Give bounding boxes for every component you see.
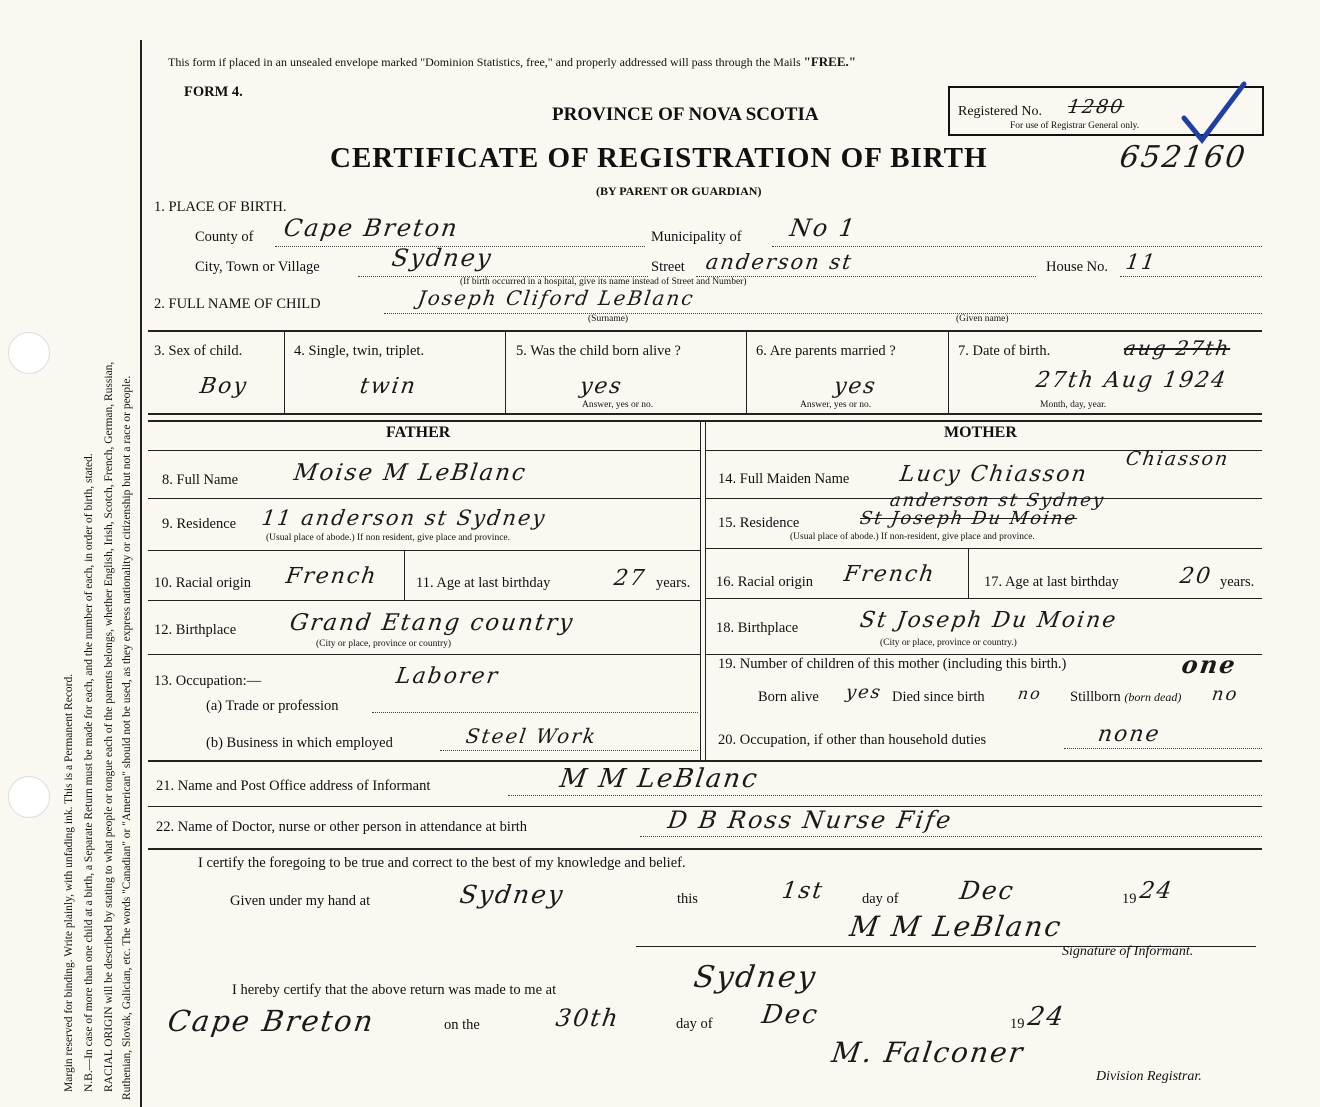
- father-years: years.: [656, 575, 691, 591]
- page-title: CERTIFICATE OF REGISTRATION OF BIRTH: [330, 142, 988, 174]
- certify-statement: I certify the foregoing to be true and correct to the best of my knowledge and belief.: [198, 855, 686, 871]
- city-label: City, Town or Village: [195, 259, 320, 275]
- informant-label: 21. Name and Post Office address of Informant: [156, 778, 431, 794]
- father-residence-note: (Usual place of abode.) If non resident, give place and province.: [266, 533, 510, 543]
- business-value: Steel Work: [464, 724, 599, 748]
- registered-label: Registered No.: [958, 104, 1042, 119]
- registrar-signature: M. Falconer: [829, 1036, 1027, 1069]
- married-value: yes: [832, 374, 879, 399]
- informant-value: M M LeBlanc: [557, 764, 761, 794]
- mother-name-label: 14. Full Maiden Name: [718, 471, 850, 487]
- dob-struck: aug 27th: [1122, 336, 1233, 360]
- on-the-label: on the: [444, 1017, 480, 1033]
- born-alive-value: yes: [844, 682, 884, 703]
- children-count-value: one: [1179, 650, 1239, 679]
- twin-label: 4. Single, twin, triplet.: [294, 343, 425, 359]
- dob-value: 27th Aug 1924: [1034, 368, 1229, 393]
- day-of-label: day of: [862, 891, 899, 907]
- registered-value: 1280: [1066, 96, 1126, 118]
- mother-residence-note: (Usual place of abode.) If non-resident, give place and province.: [790, 532, 1035, 542]
- registrar-year-prefix: 19: [1010, 1016, 1025, 1032]
- margin-rule: [140, 40, 142, 1107]
- city-value: Sydney: [390, 244, 495, 272]
- mother-residence-value: anderson st Sydney: [888, 490, 1107, 511]
- street-label: Street: [651, 259, 685, 275]
- mother-years: years.: [1220, 574, 1255, 590]
- father-heading: FATHER: [386, 424, 451, 441]
- street-value: anderson st: [704, 250, 855, 274]
- registrar-county-value: Cape Breton: [165, 1004, 377, 1038]
- trade-label: (a) Trade or profession: [206, 698, 339, 714]
- registrar-note: For use of Registrar General only.: [1010, 121, 1140, 131]
- twin-value: twin: [358, 374, 419, 399]
- mother-birthplace-value: St Joseph Du Moine: [858, 608, 1120, 633]
- alive-label: 5. Was the child born alive ?: [516, 343, 681, 359]
- margin-line-3: RACIAL ORIGIN will be described by stating to what people or tongue each of the parents belongs, whether English, Irish, Scotch, French, German, Russian,: [103, 361, 115, 1092]
- this-label: this: [677, 891, 698, 907]
- registrar-label: Division Registrar.: [1096, 1069, 1202, 1084]
- dob-note: Month, day, year.: [1040, 400, 1107, 410]
- mother-name-value: Lucy Chiasson: [898, 462, 1090, 487]
- mother-age-value: 20: [1178, 564, 1214, 589]
- margin-line-1: Margin reserved for binding. Write plainly, with unfading ink. This is a Permanent Record.: [63, 673, 75, 1092]
- married-note: Answer, yes or no.: [800, 400, 872, 410]
- form-number: FORM 4.: [184, 84, 243, 100]
- informant-signature-label: Signature of Informant.: [1062, 944, 1194, 959]
- father-birthplace-label: 12. Birthplace: [154, 622, 237, 638]
- given-place-value: Sydney: [457, 880, 567, 909]
- given-month-value: Dec: [957, 876, 1017, 905]
- check-mark-icon: [1180, 78, 1250, 148]
- certificate-number: 652160: [1117, 140, 1249, 175]
- page-subtitle: (BY PARENT OR GUARDIAN): [596, 184, 762, 198]
- mother-residence-struck: St Joseph Du Moine: [858, 508, 1079, 529]
- married-label: 6. Are parents married ?: [756, 343, 896, 359]
- punch-hole: [8, 776, 50, 818]
- margin-line-4: Ruthenian, Slovak, Galician, etc. The words "Canadian" or "American" should not be used, as they express nationality or citizenship but not a race or people.: [121, 375, 133, 1100]
- died-since-label: Died since birth: [892, 689, 985, 705]
- house-label: House No.: [1046, 259, 1109, 275]
- child-name-value: Joseph Cliford LeBlanc: [416, 286, 697, 310]
- registrar-year-value: 24: [1025, 1002, 1068, 1032]
- stillborn-value: no: [1210, 684, 1240, 705]
- father-residence-value: 11 anderson st Sydney: [260, 506, 549, 530]
- father-age-value: 27: [612, 566, 648, 591]
- sex-label: 3. Sex of child.: [154, 343, 243, 359]
- mother-name-correction: Chiasson: [1124, 448, 1231, 470]
- father-age-label: 11. Age at last birthday: [416, 575, 551, 591]
- alive-value: yes: [578, 374, 625, 399]
- informant-signature: M M LeBlanc: [847, 910, 1065, 943]
- registrar-day-value: 30th: [554, 1004, 622, 1032]
- children-count-label: 19. Number of children of this mother (including this birth.): [718, 656, 1067, 672]
- mother-birthplace-note: (City or place, province or country.): [880, 638, 1017, 648]
- business-label: (b) Business in which employed: [206, 735, 393, 751]
- father-residence-label: 9. Residence: [162, 516, 237, 532]
- alive-note: Answer, yes or no.: [582, 400, 654, 410]
- died-since-value: no: [1016, 684, 1044, 703]
- year-prefix: 19: [1122, 891, 1137, 907]
- born-alive-label: Born alive: [758, 689, 819, 705]
- surname-note: (Surname): [588, 314, 629, 324]
- father-occupation-value: Laborer: [394, 664, 501, 689]
- mother-residence-label: 15. Residence: [718, 515, 800, 531]
- father-name-value: Moise M LeBlanc: [292, 460, 529, 486]
- given-year-value: 24: [1138, 878, 1176, 904]
- doctor-value: D B Ross Nurse Fife: [666, 806, 955, 834]
- given-day-value: 1st: [780, 878, 826, 904]
- county-label: County of: [195, 229, 254, 245]
- mail-notice: This form if placed in an unsealed envelope marked "Dominion Statistics, free," and properly addressed will pass through the Mails "FREE.": [168, 54, 856, 69]
- mother-occupation-value: none: [1096, 722, 1163, 747]
- street-note: (If birth occurred in a hospital, give its name instead of Street and Number): [460, 277, 747, 287]
- mother-heading: MOTHER: [944, 424, 1017, 441]
- province-heading: PROVINCE OF NOVA SCOTIA: [552, 104, 819, 125]
- sex-value: Boy: [198, 374, 250, 399]
- registrar-month-value: Dec: [759, 1000, 821, 1030]
- mother-race-label: 16. Racial origin: [716, 574, 814, 590]
- father-birthplace-note: (City or place, province or country): [316, 639, 452, 649]
- mother-race-value: French: [842, 562, 938, 587]
- child-name-label: 2. FULL NAME OF CHILD: [154, 296, 321, 312]
- margin-line-2: N.B.—In case of more than one child at a birth, a Separate Return must be made for each, and the number of each, in order of birth, stated.: [83, 453, 95, 1092]
- father-birthplace-value: Grand Etang country: [288, 610, 576, 636]
- given-under-label: Given under my hand at: [230, 893, 371, 909]
- municipality-value: No 1: [788, 214, 859, 242]
- registrar-certify: I hereby certify that the above return was made to me at: [232, 982, 557, 998]
- registrar-day-of: day of: [676, 1016, 713, 1032]
- punch-hole: [8, 332, 50, 374]
- county-value: Cape Breton: [282, 214, 461, 242]
- stillborn-label: Stillborn (born dead): [1070, 689, 1182, 705]
- father-occupation-label: 13. Occupation:—: [154, 673, 262, 689]
- place-of-birth-label: 1. PLACE OF BIRTH.: [154, 199, 287, 215]
- municipality-label: Municipality of: [651, 229, 742, 245]
- dob-label: 7. Date of birth.: [958, 343, 1051, 359]
- father-race-value: French: [284, 564, 380, 589]
- father-name-label: 8. Full Name: [162, 472, 239, 488]
- registrar-place-value: Sydney: [691, 960, 820, 995]
- father-race-label: 10. Racial origin: [154, 575, 252, 591]
- mother-occupation-label: 20. Occupation, if other than household duties: [718, 732, 987, 748]
- mother-age-label: 17. Age at last birthday: [984, 574, 1119, 590]
- mother-birthplace-label: 18. Birthplace: [716, 620, 799, 636]
- house-value: 11: [1124, 250, 1159, 274]
- given-name-note: (Given name): [956, 314, 1009, 324]
- doctor-label: 22. Name of Doctor, nurse or other person in attendance at birth: [156, 819, 528, 835]
